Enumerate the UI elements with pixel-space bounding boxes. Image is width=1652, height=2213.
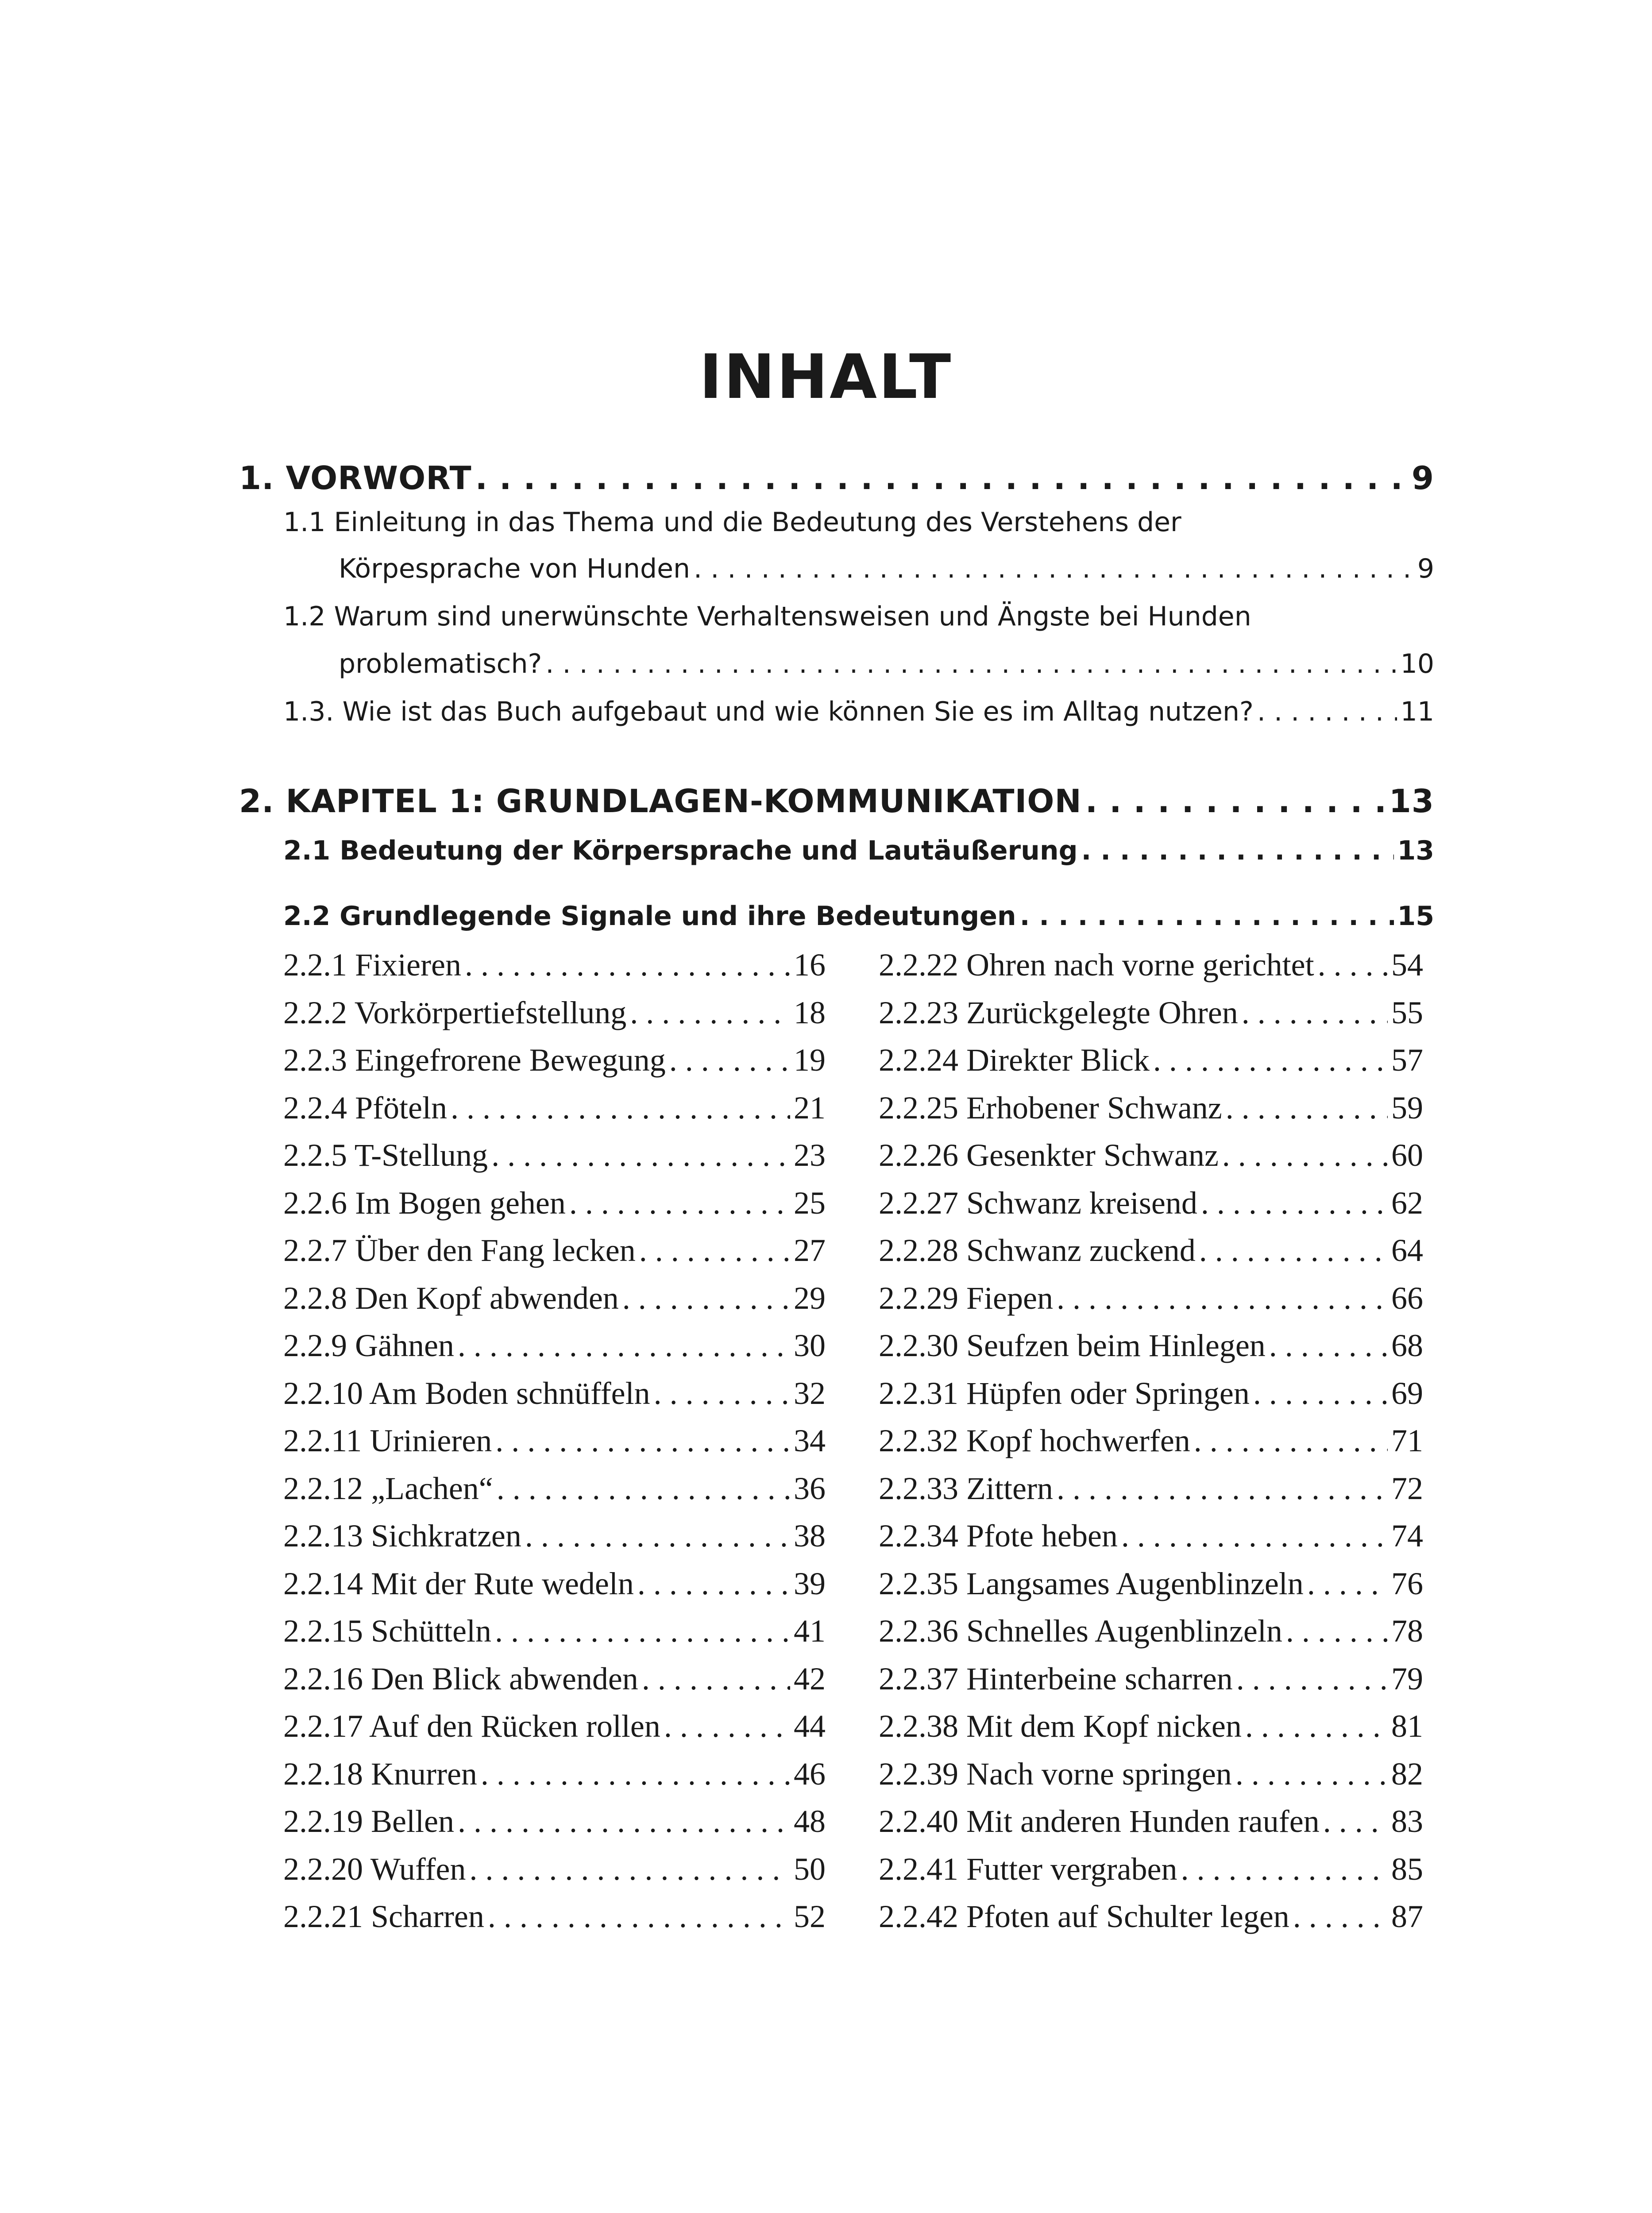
toc-page-number: 30 (794, 1328, 826, 1363)
toc-subentry[interactable] (879, 1133, 1423, 1177)
toc-subentry[interactable] (283, 1561, 826, 1606)
toc-subentry[interactable] (879, 1704, 1423, 1748)
dot-leader (491, 1133, 790, 1177)
toc-subentry[interactable] (879, 1371, 1423, 1415)
toc-entry-label: 2.2.6 Im Bogen gehen (283, 1185, 566, 1221)
dot-leader (1226, 1086, 1388, 1130)
dot-leader (1323, 1799, 1388, 1843)
dot-leader (1194, 1419, 1388, 1463)
dot-leader (1293, 1894, 1388, 1939)
dot-leader (1235, 1752, 1388, 1796)
toc-entry-label: 2.2.40 Mit anderen Hunden raufen (879, 1804, 1320, 1839)
dot-leader (1201, 1181, 1388, 1225)
toc-page-number: 9 (1417, 553, 1434, 584)
toc-subentry[interactable] (879, 1038, 1423, 1082)
toc-entry-label: 2.2.22 Ohren nach vorne gerichtet (879, 947, 1314, 983)
toc-page-number: 82 (1391, 1756, 1423, 1792)
toc-entry-label: 2.2.28 Schwanz zuckend (879, 1233, 1196, 1268)
toc-page-number: 59 (1391, 1090, 1423, 1126)
toc-subentry[interactable] (283, 1799, 826, 1843)
toc-page-number: 41 (794, 1613, 826, 1649)
toc-subentry[interactable] (879, 1847, 1423, 1891)
toc-subentry[interactable] (283, 1514, 826, 1558)
dot-leader (475, 454, 1408, 502)
dot-leader (1318, 943, 1388, 987)
toc-entry-label: 2.2.35 Langsames Augenblinzeln (879, 1565, 1304, 1601)
toc-subentry[interactable] (283, 1038, 826, 1082)
toc-entry-label: 2.2.21 Scharren (283, 1899, 484, 1934)
toc-subentry[interactable] (283, 991, 826, 1035)
toc-subentry[interactable] (283, 1276, 826, 1320)
dot-leader (642, 1657, 790, 1701)
toc-subentry[interactable] (879, 1086, 1423, 1130)
dot-leader (451, 1086, 790, 1130)
dot-leader (1269, 1323, 1388, 1368)
dot-leader (469, 1847, 790, 1891)
toc-entry-label: 2.2.26 Gesenkter Schwanz (879, 1137, 1219, 1173)
toc-entry-label: 2.2.14 Mit der Rute wedeln (283, 1565, 634, 1601)
toc-subentry[interactable] (879, 991, 1423, 1035)
toc-entry-label: 2.2.5 T-Stellung (283, 1137, 488, 1173)
toc-page-number: 13 (1397, 835, 1434, 866)
toc-page-number: 9 (1411, 459, 1434, 497)
toc-page-number: 66 (1391, 1280, 1423, 1316)
dot-leader (458, 1799, 790, 1843)
dot-leader (1257, 690, 1397, 734)
toc-entry-label: 2.2.27 Schwanz kreisend (879, 1185, 1197, 1221)
dot-leader (458, 1323, 790, 1368)
toc-subentry[interactable] (879, 1561, 1423, 1606)
dot-leader (525, 1514, 790, 1558)
toc-entry-label: 1.3. Wie ist das Buch aufgebaut und wie können Sie es im Alltag nutzen? (283, 696, 1254, 727)
toc-entry-label: 2.2.38 Mit dem Kopf nicken (879, 1708, 1242, 1744)
toc-entry-2-2[interactable] (283, 894, 1434, 938)
dot-leader (622, 1276, 790, 1320)
toc-page-number: 64 (1391, 1233, 1423, 1268)
toc-page-number: 52 (794, 1899, 826, 1934)
toc-page-number: 46 (794, 1756, 826, 1792)
toc-entry-label: 2.2.9 Gähnen (283, 1328, 454, 1363)
toc-page-number: 29 (794, 1280, 826, 1316)
dot-leader (639, 1228, 790, 1272)
toc-subentry[interactable] (283, 1847, 826, 1891)
dot-leader (465, 943, 790, 987)
toc-entry-label: 2.2.39 Nach vorne springen (879, 1756, 1232, 1792)
dot-leader (1199, 1228, 1388, 1272)
toc-subentry[interactable] (283, 1228, 826, 1272)
toc-page-number: 76 (1391, 1565, 1423, 1601)
dot-leader (1236, 1657, 1388, 1701)
toc-entry-2-1[interactable] (283, 829, 1434, 873)
toc-page-number: 19 (794, 1042, 826, 1078)
toc-page-number: 21 (794, 1090, 826, 1126)
toc-page-number: 27 (794, 1233, 826, 1268)
toc-subentry[interactable] (283, 1181, 826, 1225)
dot-leader (1307, 1561, 1388, 1606)
dot-leader (654, 1371, 790, 1415)
toc-page-number: 57 (1391, 1042, 1423, 1078)
toc-page-number: 60 (1391, 1137, 1423, 1173)
dot-leader (497, 1466, 790, 1511)
toc-subentry[interactable] (283, 1894, 826, 1939)
toc-page-number: 25 (794, 1185, 826, 1221)
toc-page-number: 50 (794, 1851, 826, 1887)
dot-leader (569, 1181, 790, 1225)
toc-page-number: 87 (1391, 1899, 1423, 1934)
toc-page-number: 55 (1391, 995, 1423, 1030)
toc-page-number: 44 (794, 1708, 826, 1744)
toc-page-number: 34 (794, 1423, 826, 1458)
dot-leader (669, 1038, 790, 1082)
toc-entry-1-2-line1: 1.2 Warum sind unerwünschte Verhaltensweisen und Ängste bei Hunden (283, 601, 1251, 632)
dot-leader (1242, 991, 1388, 1035)
toc-page-number: 11 (1400, 696, 1434, 727)
toc-subentry[interactable] (879, 1514, 1423, 1558)
toc-entry-label: 2.2.33 Zittern (879, 1470, 1053, 1506)
toc-subentry[interactable] (879, 1276, 1423, 1320)
dot-leader (1222, 1133, 1388, 1177)
toc-entry-label: problematisch? (339, 648, 542, 679)
toc-subentry[interactable] (283, 1133, 826, 1177)
dot-leader (495, 1419, 790, 1463)
toc-entry-1-1-line1: 1.1 Einleitung in das Thema und die Bedeutung des Verstehens der (283, 507, 1181, 538)
toc-page-number: 10 (1400, 648, 1434, 679)
dot-leader (1057, 1466, 1388, 1511)
toc-page-number: 36 (794, 1470, 826, 1506)
toc-entry-label: 2.2.24 Direkter Blick (879, 1042, 1150, 1078)
toc-page-number: 32 (794, 1375, 826, 1411)
dot-leader (1286, 1609, 1388, 1653)
toc-page-number: 85 (1391, 1851, 1423, 1887)
dot-leader (664, 1704, 790, 1748)
toc-page-number: 78 (1391, 1613, 1423, 1649)
toc-page-number: 79 (1391, 1661, 1423, 1696)
toc-subentry[interactable] (283, 1371, 826, 1415)
toc-page-number: 13 (1389, 783, 1434, 820)
toc-entry-label: 1. VORWORT (239, 459, 472, 497)
toc-page-number: 16 (794, 947, 826, 983)
toc-entry-label: 2.2.8 Den Kopf abwenden (283, 1280, 619, 1316)
toc-entry-label: 2.2.10 Am Boden schnüffeln (283, 1375, 650, 1411)
toc-entry-label: 2.2.16 Den Blick abwenden (283, 1661, 638, 1696)
toc-subentry[interactable] (283, 1419, 826, 1463)
toc-entry-label: 2.2.25 Erhobener Schwanz (879, 1090, 1222, 1126)
toc-entry-kapitel-1[interactable] (239, 777, 1434, 825)
toc-subentry[interactable] (879, 1323, 1423, 1368)
toc-page-number: 81 (1391, 1708, 1423, 1744)
toc-subentry[interactable] (879, 1419, 1423, 1463)
toc-entry-label: 2.2.31 Hüpfen oder Springen (879, 1375, 1250, 1411)
toc-entry-label: 2.2.32 Kopf hochwerfen (879, 1423, 1190, 1458)
toc-entry-label: 2.2.15 Schütteln (283, 1613, 491, 1649)
dot-leader (488, 1894, 790, 1939)
toc-entry-1-2[interactable] (339, 642, 1434, 686)
toc-page-number: 72 (1391, 1470, 1423, 1506)
toc-subentry[interactable] (879, 1657, 1423, 1701)
dot-leader (1121, 1514, 1388, 1558)
dot-leader (1153, 1038, 1388, 1082)
toc-page-number: 62 (1391, 1185, 1423, 1221)
dot-leader (495, 1609, 790, 1653)
toc-subentry[interactable] (879, 1752, 1423, 1796)
dot-leader (1081, 829, 1394, 873)
toc-entry-label: 2.2.29 Fiepen (879, 1280, 1053, 1316)
dot-leader (1245, 1704, 1388, 1748)
toc-entry-label: 2.2 Grundlegende Signale und ihre Bedeutungen (283, 901, 1016, 932)
toc-subentry[interactable] (879, 1799, 1423, 1843)
toc-subentry[interactable] (879, 1181, 1423, 1225)
toc-entry-label: 2.2.4 Pföteln (283, 1090, 447, 1126)
dot-leader (1085, 777, 1386, 825)
dot-leader (545, 642, 1397, 686)
toc-entry-1-3[interactable] (283, 690, 1434, 734)
toc-subentry[interactable] (283, 1086, 826, 1130)
toc-page-number: 38 (794, 1518, 826, 1554)
toc-entry-label: 2.2.1 Fixieren (283, 947, 461, 983)
toc-entry-label: 2.2.34 Pfote heben (879, 1518, 1118, 1554)
dot-leader (694, 547, 1414, 591)
toc-entry-label: 2.2.42 Pfoten auf Schulter legen (879, 1899, 1289, 1934)
toc-entry-vorwort[interactable] (239, 454, 1434, 502)
toc-subentry[interactable] (283, 1466, 826, 1511)
toc-subentry[interactable] (283, 1657, 826, 1701)
toc-entry-label: 2.2.30 Seufzen beim Hinlegen (879, 1328, 1266, 1363)
toc-page-number: 69 (1391, 1375, 1423, 1411)
toc-subentry[interactable] (283, 1752, 826, 1796)
toc-page-number: 42 (794, 1661, 826, 1696)
toc-page-number: 15 (1397, 901, 1434, 932)
toc-subentry[interactable] (283, 1323, 826, 1368)
toc-subentry[interactable] (283, 943, 826, 987)
toc-subentry[interactable] (879, 1228, 1423, 1272)
toc-subentry[interactable] (879, 1894, 1423, 1939)
toc-entry-label: 2.2.11 Urinieren (283, 1423, 492, 1458)
toc-page-number: 54 (1391, 947, 1423, 983)
toc-page-number: 71 (1391, 1423, 1423, 1458)
toc-entry-label: 2.2.13 Sichkratzen (283, 1518, 521, 1554)
toc-page-number: 74 (1391, 1518, 1423, 1554)
toc-entry-label: 2.2.41 Futter vergraben (879, 1851, 1177, 1887)
dot-leader (630, 991, 790, 1035)
toc-entry-label: 2. KAPITEL 1: GRUNDLAGEN-KOMMUNIKATION (239, 783, 1082, 820)
toc-page-number: 83 (1391, 1804, 1423, 1839)
toc-entry-label: 2.2.20 Wuffen (283, 1851, 466, 1887)
toc-entry-label: 2.1 Bedeutung der Körpersprache und Lautäußerung (283, 835, 1078, 866)
toc-entry-label: 2.2.37 Hinterbeine scharren (879, 1661, 1233, 1696)
toc-entry-label: 2.2.7 Über den Fang lecken (283, 1233, 636, 1268)
toc-entry-label: 2.2.17 Auf den Rücken rollen (283, 1708, 660, 1744)
toc-subentry[interactable] (283, 1609, 826, 1653)
toc-entry-label: 2.2.23 Zurückgelegte Ohren (879, 995, 1238, 1030)
toc-page-number: 68 (1391, 1328, 1423, 1363)
dot-leader (481, 1752, 790, 1796)
toc-entry-label: 2.2.2 Vorkörpertiefstellung (283, 995, 627, 1030)
toc-subentry[interactable] (879, 943, 1423, 987)
page-title: INHALT (699, 341, 953, 413)
toc-subentry[interactable] (879, 1466, 1423, 1511)
toc-page-number: 39 (794, 1565, 826, 1601)
toc-entry-1-1[interactable] (339, 547, 1434, 591)
toc-entry-label: Körpesprache von Hunden (339, 553, 691, 584)
toc-page-number: 18 (794, 995, 826, 1030)
toc-page-number: 48 (794, 1804, 826, 1839)
toc-entry-label: 2.2.19 Bellen (283, 1804, 454, 1839)
dot-leader (1020, 894, 1394, 938)
toc-page-number: 23 (794, 1137, 826, 1173)
dot-leader (1181, 1847, 1388, 1891)
dot-leader (637, 1561, 790, 1606)
dot-leader (1253, 1371, 1388, 1415)
toc-entry-label: 2.2.12 „Lachen“ (283, 1470, 493, 1506)
toc-entry-label: 2.2.36 Schnelles Augenblinzeln (879, 1613, 1282, 1649)
dot-leader (1057, 1276, 1388, 1320)
toc-entry-label: 2.2.3 Eingefrorene Bewegung (283, 1042, 666, 1078)
toc-entry-label: 2.2.18 Knurren (283, 1756, 477, 1792)
toc-subentry[interactable] (879, 1609, 1423, 1653)
toc-subentry[interactable] (283, 1704, 826, 1748)
